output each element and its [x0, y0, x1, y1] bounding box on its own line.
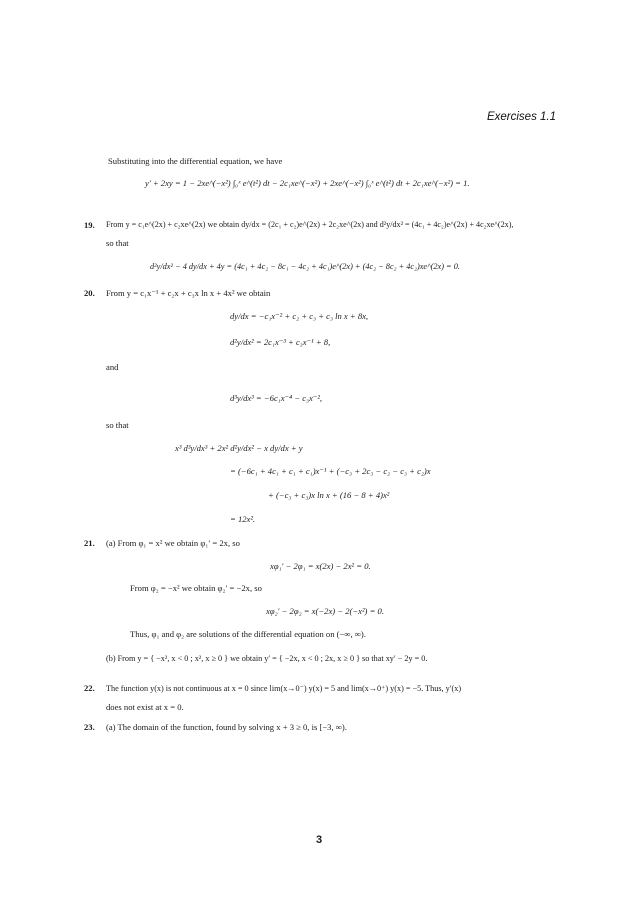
equation-20g: = 12x². — [230, 514, 256, 524]
problem-21-part-a2: From φ₂ = −x² we obtain φ₂′ = −2x, so — [130, 583, 262, 593]
problem-number-19: 19. — [84, 220, 95, 230]
problem-19-so-that: so that — [106, 238, 129, 248]
problem-number-23: 23. — [84, 722, 95, 732]
problem-21-part-a: (a) From φ₁ = x² we obtain φ₁′ = 2x, so — [106, 538, 240, 548]
equation-20e: = (−6c₁ + 4c₁ + c₁ + c₁)x⁻¹ + (−c₃ + 2c₃ − c₂ − c₃ + c₂)x — [230, 466, 431, 476]
problem-19-text: From y = c₁e^(2x) + c₂xe^(2x) we obtain dy/dx = (2c₁ + c₂)e^(2x) + 2c₂xe^(2x) and d²y/dx² = (4c₁ + 4c₂)e^(2x) + 4c₂xe^(2x), — [106, 220, 514, 229]
equation-19: d²y/dx² − 4 dy/dx + 4y = (4c₁ + 4c₂ − 8c₁ − 4c₂ + 4c₁)e^(2x) + (4c₂ − 8c₂ + 4c₂)xe^(2x) = 0. — [150, 262, 460, 271]
page-number: 3 — [315, 834, 323, 846]
problem-20-text: From y = c₁x⁻¹ + c₂x + c₃x ln x + 4x² we obtain — [106, 288, 271, 298]
problem-22-text: The function y(x) is not continuous at x = 0 since lim(x→0⁻) y(x) = 5 and lim(x→0⁺) y(x) = −5. Thus, y′(x) — [106, 684, 462, 693]
equation-21a: xφ₁′ − 2φ₁ = x(2x) − 2x² = 0. — [270, 561, 371, 571]
intro-line: Substituting into the differential equation, we have — [108, 156, 283, 166]
equation-20b: d²y/dx² = 2c₁x⁻³ + c₃x⁻¹ + 8, — [230, 337, 331, 347]
running-header: Exercises 1.1 — [486, 111, 556, 123]
equation-20d: x³ d³y/dx³ + 2x² d²y/dx² − x dy/dx + y — [175, 443, 303, 453]
equation-20f: + (−c₃ + c₃)x ln x + (16 − 8 + 4)x² — [268, 490, 390, 500]
equation-20c: d³y/dx³ = −6c₁x⁻⁴ − c₃x⁻², — [230, 393, 323, 403]
problem-number-20: 20. — [84, 288, 95, 298]
equation-18: y′ + 2xy = 1 − 2xe^(−x²) ∫₀ˣ e^(t²) dt − 2c₁xe^(−x²) + 2xe^(−x²) ∫₀ˣ e^(t²) dt + 2c₁xe^(−x²) = 1. — [145, 178, 470, 188]
equation-21b: xφ₂′ − 2φ₂ = x(−2x) − 2(−x²) = 0. — [266, 606, 384, 616]
problem-22-text-cont: does not exist at x = 0. — [106, 702, 184, 712]
problem-number-22: 22. — [84, 683, 95, 693]
problem-20-and: and — [106, 362, 119, 372]
problem-21-part-b: (b) From y = { −x², x < 0 ; x², x ≥ 0 } we obtain y′ = { −2x, x < 0 ; 2x, x ≥ 0 } so that xy′ − 2y = 0. — [106, 654, 428, 663]
problem-21-thus: Thus, φ₁ and φ₂ are solutions of the differential equation on (−∞, ∞). — [130, 629, 366, 639]
problem-20-so-that: so that — [106, 420, 129, 430]
equation-20a: dy/dx = −c₁x⁻² + c₂ + c₃ + c₃ ln x + 8x, — [230, 311, 369, 321]
problem-23-text: (a) The domain of the function, found by solving x + 3 ≥ 0, is [−3, ∞). — [106, 722, 347, 732]
problem-number-21: 21. — [84, 538, 95, 548]
